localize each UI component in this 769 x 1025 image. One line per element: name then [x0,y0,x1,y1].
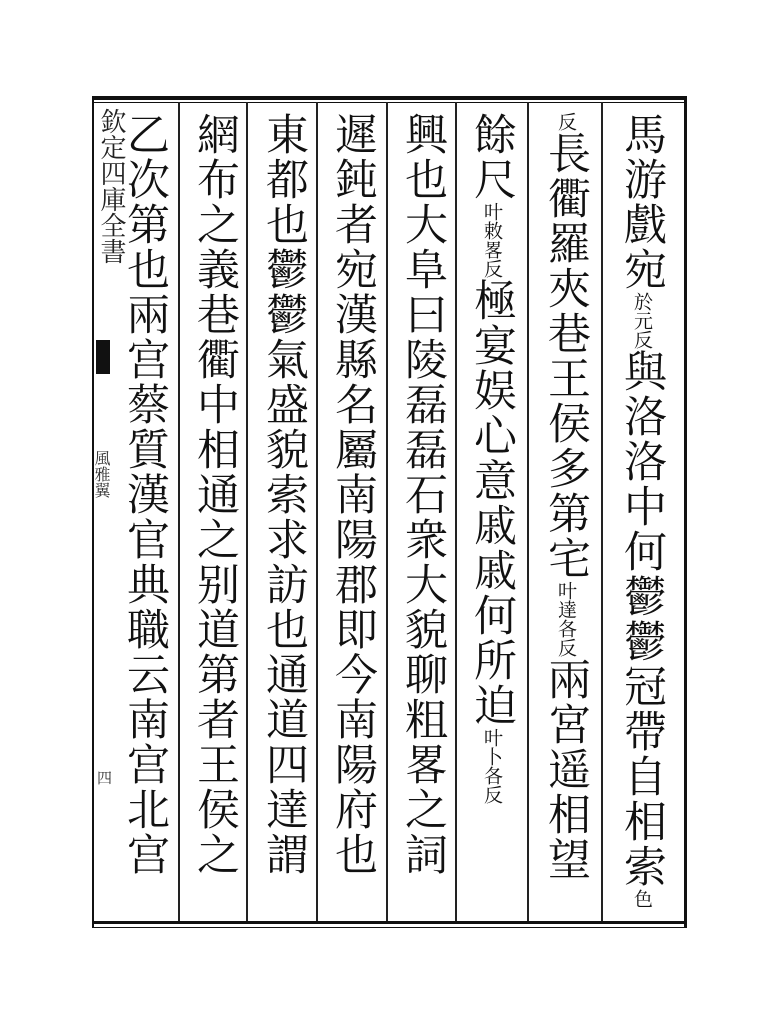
book-title-edge: 欽定四庫全書 [96,108,126,264]
main-text: 長衢羅夾巷王侯多第宅 [541,131,591,581]
column-rule [316,102,318,921]
commentary-column-4: 網布之義巷衢中相通之别道第者王侯之 [190,112,240,877]
column-rule [455,102,457,921]
main-text: 餘尺 [467,112,517,202]
frame-top-border [92,96,687,100]
fish-tail-mark [96,340,110,374]
commentary-column-5: 乙次第也兩宫蔡質漢官典職云南宫北宫 [120,112,170,877]
text-column-3 [462,112,522,918]
column-rule [527,102,529,921]
annotation-note: 叶達各反 [555,581,577,657]
page-number: 四 [95,770,113,785]
frame-top-inner-border [92,102,687,103]
main-text: 與洛洛中何鬱鬱冠帶自相索 [617,349,667,889]
annotation-note: 於元反 [631,292,653,349]
annotation-note: 色 [631,889,653,908]
column-rule [386,102,388,921]
main-text: 極宴娱心意戚戚何所迫 [467,278,517,728]
main-text: 兩宮遥相望 [541,657,591,882]
commentary-column-2: 遲鈍者宛漢縣名屬南陽郡即今南陽府也 [328,112,378,877]
annotation-note: 反 [555,112,577,131]
frame-right-border [684,96,687,927]
column-rule [601,102,603,921]
commentary-column-1: 興也大阜曰陵磊磊石衆大貌聊粗畧之詞 [398,112,448,877]
text-column-2 [536,112,596,918]
text-column-1 [612,112,672,918]
annotation-note: 叶敕畧反 [481,202,503,278]
frame-bottom-border [92,921,687,924]
column-rule [246,102,248,921]
main-text: 馬游戲宛 [617,112,667,292]
column-rule [178,102,180,921]
commentary-column-3: 東都也鬱鬱氣盛貌索求訪也通道四達謂 [259,112,309,877]
annotation-note: 叶卜各反 [481,728,503,804]
section-title-edge: 風雅翼 [92,450,111,498]
frame-bottom-inner-border [92,927,687,928]
